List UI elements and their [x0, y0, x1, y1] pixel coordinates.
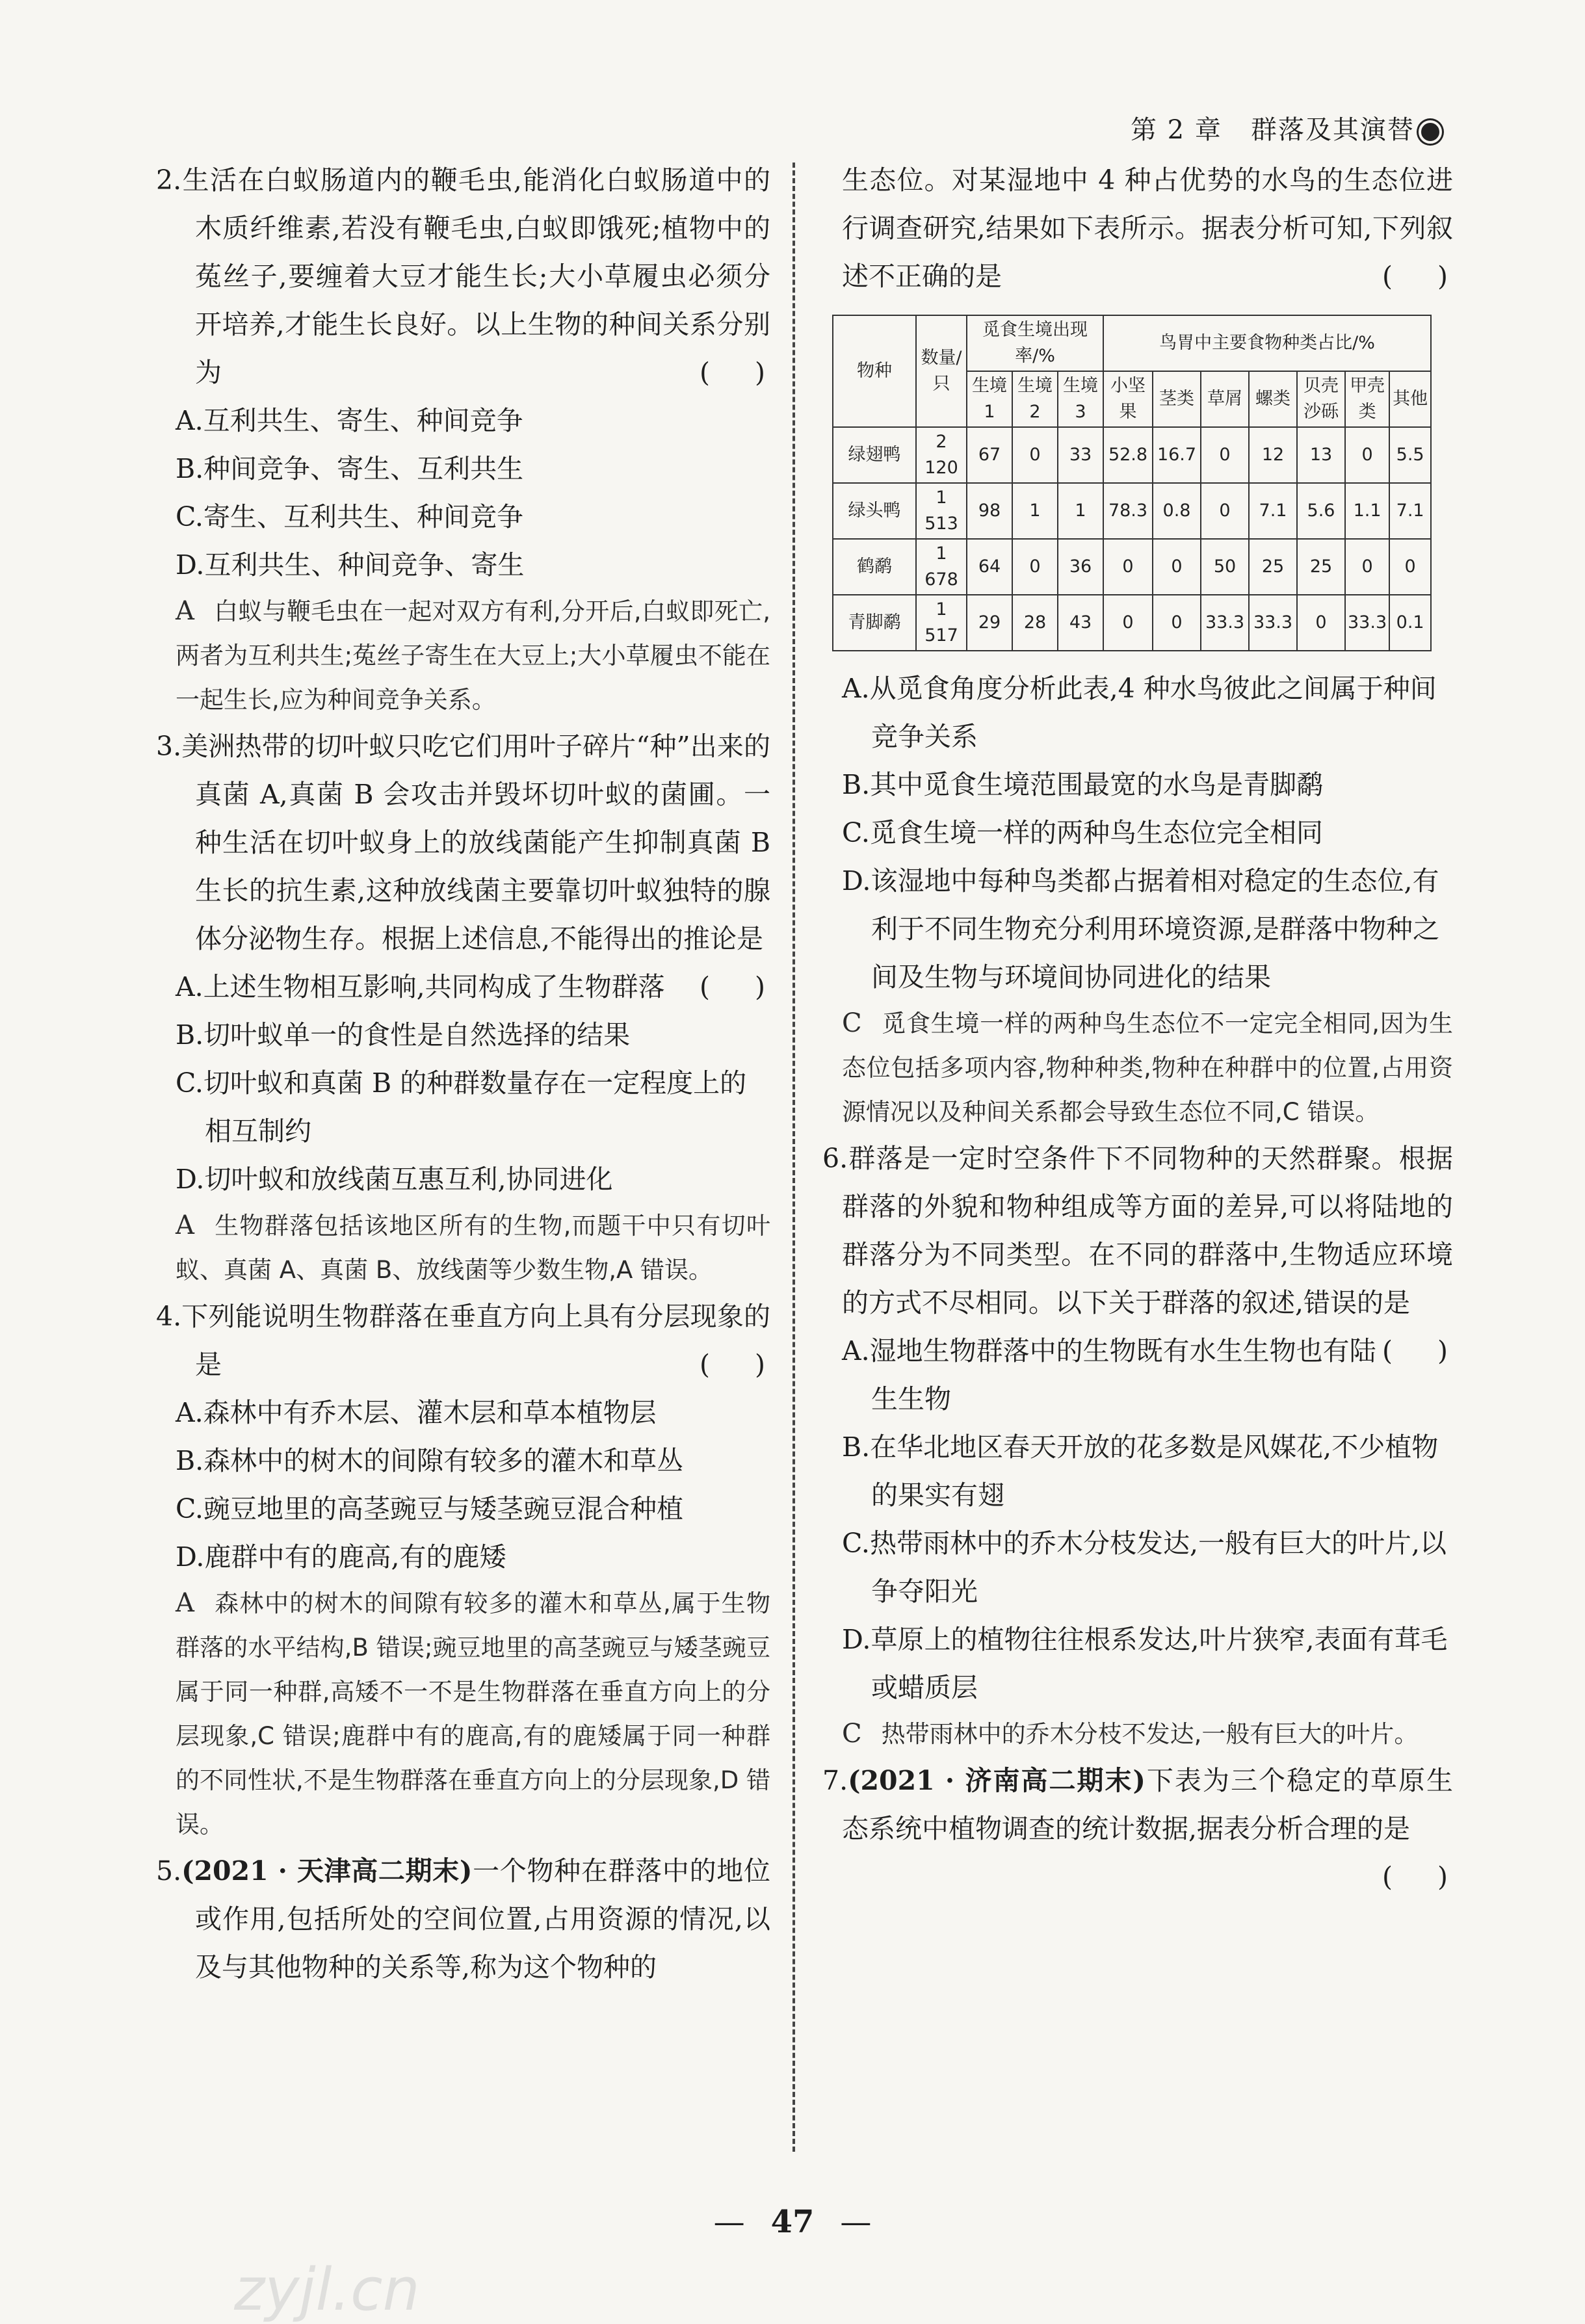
table-cell: 16.7	[1153, 427, 1201, 483]
question-number: 5.	[156, 1855, 182, 1887]
right-column	[822, 156, 1466, 1901]
question-6	[822, 1134, 1466, 1756]
table-cell: 0	[1103, 595, 1153, 651]
question-4	[156, 1292, 783, 1847]
question-stem: 6.群落是一定时空条件下不同物种的天然群聚。根据群落的外貌和物种组成等方面的差异,可以将陆地的群落分为不同类型。在不同的群落中,生物适应环境的方式不尽相同。以下关于群落的叙述,错误的是	[822, 1143, 1453, 1318]
answer-bracket: ( )	[699, 971, 783, 1002]
question-7	[822, 1756, 1466, 1892]
table-cell: 1.1	[1345, 483, 1389, 539]
option-b: B.在华北地区春天开放的花多数是风媒花,不少植物的果实有翅	[842, 1431, 1439, 1511]
table-cell: 0	[1297, 595, 1345, 651]
question-stem: 4.下列能说明生物群落在垂直方向上具有分层现象的是	[156, 1301, 770, 1380]
table-cell: 0.8	[1153, 483, 1201, 539]
table-cell: 43	[1058, 595, 1103, 651]
answer-explanation	[156, 589, 770, 722]
subheader: 草屑	[1201, 371, 1249, 427]
option-a: A.互利共生、寄生、种间竞争	[176, 405, 523, 436]
option-c: C.觅食生境一样的两种鸟生态位完全相同	[842, 817, 1323, 848]
subheader: 茎类	[1153, 371, 1201, 427]
table-cell: 5.5	[1389, 427, 1431, 483]
table-cell: 0	[1345, 539, 1389, 595]
table-cell: 33.3	[1249, 595, 1297, 651]
option-c: C.寄生、互利共生、种间竞争	[176, 501, 523, 532]
option-d: D.鹿群中有的鹿高,有的鹿矮	[176, 1541, 506, 1573]
bullet-icon	[1419, 120, 1442, 144]
subheader: 贝壳沙砾	[1297, 371, 1345, 427]
option-a: A.从觅食角度分析此表,4 种水鸟彼此之间属于种间竞争关系	[842, 673, 1437, 752]
option-d: D.草原上的植物往往根系发达,叶片狭窄,表面有茸毛或蜡质层	[842, 1624, 1448, 1703]
option-c: C.豌豆地里的高茎豌豆与矮茎豌豆混合种植	[176, 1493, 683, 1524]
table-cell: 0	[1201, 483, 1249, 539]
table-row	[833, 427, 1431, 483]
table-cell: 13	[1297, 427, 1345, 483]
answer-explanation	[822, 1001, 1453, 1134]
footer-dash: —	[840, 2204, 872, 2240]
table-cell: 0	[1153, 539, 1201, 595]
table-row	[833, 539, 1431, 595]
table-row	[833, 483, 1431, 539]
explanation-text: 森林中的树木的间隙有较多的灌木和草丛,属于生物群落的水平结构,B 错误;豌豆地里的高茎豌豆与矮茎豌豆属于同一种群,高矮不一不是生物群落在垂直方向上的分层现象,C 错误;鹿群中有的鹿高,有的鹿矮属于同一种群的不同性状,不是生物群落在垂直方向上的分层现象,D 错误。	[176, 1589, 770, 1838]
table-cell: 1	[1012, 483, 1058, 539]
option-c: C.热带雨林中的乔木分枝发达,一般有巨大的叶片,以争夺阳光	[842, 1528, 1447, 1607]
table-cell: 29	[967, 595, 1012, 651]
subheader: 其他	[1389, 371, 1431, 427]
answer-bracket: ( )	[1382, 1335, 1466, 1366]
table-cell: 1	[1058, 483, 1103, 539]
explanation-text: 觅食生境一样的两种鸟生态位不一定完全相同,因为生态位包括多项内容,物种种类,物种在种群中的位置,占用资源情况以及种间关系都会导致生态位不同,C 错误。	[842, 1010, 1453, 1126]
option-b: B.森林中的树木的间隙有较多的灌木和草丛	[176, 1445, 684, 1476]
option-d: D.该湿地中每种鸟类都占据着相对稳定的生态位,有利于不同生物充分利用环境资源,是群落中物种之间及生物与环境间协同进化的结果	[842, 865, 1440, 993]
question-2	[156, 156, 783, 722]
chapter-title: 群落及其演替	[1251, 115, 1415, 145]
column-divider	[793, 163, 795, 2152]
table-cell: 1 678	[916, 539, 967, 595]
table-cell: 33.3	[1201, 595, 1249, 651]
explanation-text: 生物群落包括该地区所有的生物,而题干中只有切叶蚁、真菌 A、真菌 B、放线菌等少数生物,A 错误。	[176, 1212, 770, 1284]
subheader: 生境3	[1058, 371, 1103, 427]
table-cell: 33.3	[1345, 595, 1389, 651]
table-cell: 7.1	[1389, 483, 1431, 539]
question-5-start	[156, 1847, 770, 1991]
option-b: B.切叶蚁单一的食性是自然选择的结果	[176, 1019, 631, 1051]
option-d: D.互利共生、种间竞争、寄生	[176, 549, 525, 581]
option-b: B.种间竞争、寄生、互利共生	[176, 453, 524, 484]
table-cell: 1 513	[916, 483, 967, 539]
subheader: 生境2	[1012, 371, 1058, 427]
question-5-continued	[822, 156, 1466, 1134]
table-cell: 0	[1345, 427, 1389, 483]
answer-bracket: ( )	[1382, 261, 1466, 292]
table-cell: 12	[1249, 427, 1297, 483]
page-header	[1131, 109, 1442, 146]
table-cell: 78.3	[1103, 483, 1153, 539]
answer-letter: C	[842, 1719, 862, 1749]
table-cell: 50	[1201, 539, 1249, 595]
table-cell: 青脚鹬	[833, 595, 916, 651]
answer-letter: C	[842, 1008, 862, 1038]
answer-letter: A	[176, 1588, 194, 1618]
option-a: A.湿地生物群落中的生物既有水生生物也有陆生生物	[842, 1335, 1376, 1415]
page-number: 47	[770, 2204, 815, 2240]
left-column	[156, 156, 783, 1991]
answer-letter: A	[176, 596, 194, 626]
waterbird-niche-table	[832, 315, 1432, 651]
header-species: 物种	[833, 315, 916, 427]
header-forage: 觅食生境出现率/%	[967, 315, 1103, 371]
table-cell: 2 120	[916, 427, 967, 483]
subheader: 螺类	[1249, 371, 1297, 427]
subheader: 甲壳类	[1345, 371, 1389, 427]
table-row	[833, 595, 1431, 651]
question-stem: 下表为三个稳定的草原生态系统中植物调查的统计数据,据表分析合理的是	[842, 1765, 1454, 1844]
question-stem: 一个物种在群落中的地位或作用,包括所处的空间位置,占用资源的情况,以及与其他物种的关系等,称为这个物种的	[195, 1855, 770, 1983]
table-cell: 64	[967, 539, 1012, 595]
option-a: A.森林中有乔木层、灌木层和草本植物层	[176, 1397, 657, 1428]
explanation-text: 热带雨林中的乔木分枝不发达,一般有巨大的叶片。	[881, 1720, 1419, 1748]
table-cell: 25	[1249, 539, 1297, 595]
option-b: B.其中觅食生境范围最宽的水鸟是青脚鹬	[842, 769, 1324, 800]
table-cell: 0	[1103, 539, 1153, 595]
table-cell: 鹤鹬	[833, 539, 916, 595]
question-stem-continued: 生态位。对某湿地中 4 种占优势的水鸟的生态位进行调查研究,结果如下表所示。据表分析可知,下列叙述不正确的是	[842, 164, 1453, 292]
table-cell: 0.1	[1389, 595, 1431, 651]
subheader: 生境1	[967, 371, 1012, 427]
option-d: D.切叶蚁和放线菌互惠互利,协同进化	[176, 1164, 613, 1195]
header-count: 数量/只	[916, 315, 967, 427]
table-cell: 绿翅鸭	[833, 427, 916, 483]
table-cell: 28	[1012, 595, 1058, 651]
table-cell: 0	[1153, 595, 1201, 651]
table-cell: 0	[1201, 427, 1249, 483]
question-3	[156, 722, 783, 1292]
table-cell: 7.1	[1249, 483, 1297, 539]
table-cell: 36	[1058, 539, 1103, 595]
table-cell: 67	[967, 427, 1012, 483]
answer-bracket: ( )	[699, 1349, 783, 1380]
question-stem: 2.生活在白蚁肠道内的鞭毛虫,能消化白蚁肠道中的木质纤维素,若没有鞭毛虫,白蚁即饿死;植物中的菟丝子,要缠着大豆才能生长;大小草履虫必须分开培养,才能生长良好。以上生物的种间关系分别为	[156, 164, 770, 388]
subheader: 小坚果	[1103, 371, 1153, 427]
option-a: A.上述生物相互影响,共同构成了生物群落	[176, 971, 665, 1002]
table-cell: 98	[967, 483, 1012, 539]
table-cell: 25	[1297, 539, 1345, 595]
watermark: zyjl.cn	[234, 2256, 420, 2324]
table-cell: 33	[1058, 427, 1103, 483]
answer-explanation	[822, 1712, 1453, 1756]
table-cell: 5.6	[1297, 483, 1345, 539]
question-stem: 3.美洲热带的切叶蚁只吃它们用叶子碎片“种”出来的真菌 A,真菌 B 会攻击并毁坏切叶蚁的菌圃。一种生活在切叶蚁身上的放线菌能产生抑制真菌 B 生长的抗生素,这种放线菌主要靠切叶蚁独特的腺体分泌物生存。根据上述信息,不能得出的推论是	[156, 731, 770, 954]
answer-explanation	[156, 1203, 770, 1292]
page-footer	[0, 2204, 1585, 2240]
header-stomach: 鸟胃中主要食物种类占比/%	[1103, 315, 1431, 371]
table-cell: 1 517	[916, 595, 967, 651]
answer-bracket: ( )	[699, 357, 783, 388]
explanation-text: 白蚁与鞭毛虫在一起对双方有利,分开后,白蚁即死亡,两者为互利共生;菟丝子寄生在大豆上;大小草履虫不能在一起生长,应为种间竞争关系。	[176, 597, 770, 714]
question-source: (2021 · 济南高二期末)	[848, 1765, 1146, 1796]
answer-bracket: ( )	[1382, 1861, 1466, 1892]
table-cell: 0	[1012, 427, 1058, 483]
table-cell: 52.8	[1103, 427, 1153, 483]
table-cell: 绿头鸭	[833, 483, 916, 539]
footer-dash: —	[713, 2204, 745, 2240]
option-c: C.切叶蚁和真菌 B 的种群数量存在一定程度上的相互制约	[176, 1067, 747, 1147]
table-cell: 0	[1389, 539, 1431, 595]
chapter-label: 第 2 章	[1130, 115, 1222, 145]
answer-explanation	[156, 1581, 770, 1847]
question-number: 7.	[822, 1765, 848, 1796]
question-source: (2021 · 天津高二期末)	[181, 1855, 473, 1887]
answer-letter: A	[176, 1210, 194, 1240]
table-cell: 0	[1012, 539, 1058, 595]
